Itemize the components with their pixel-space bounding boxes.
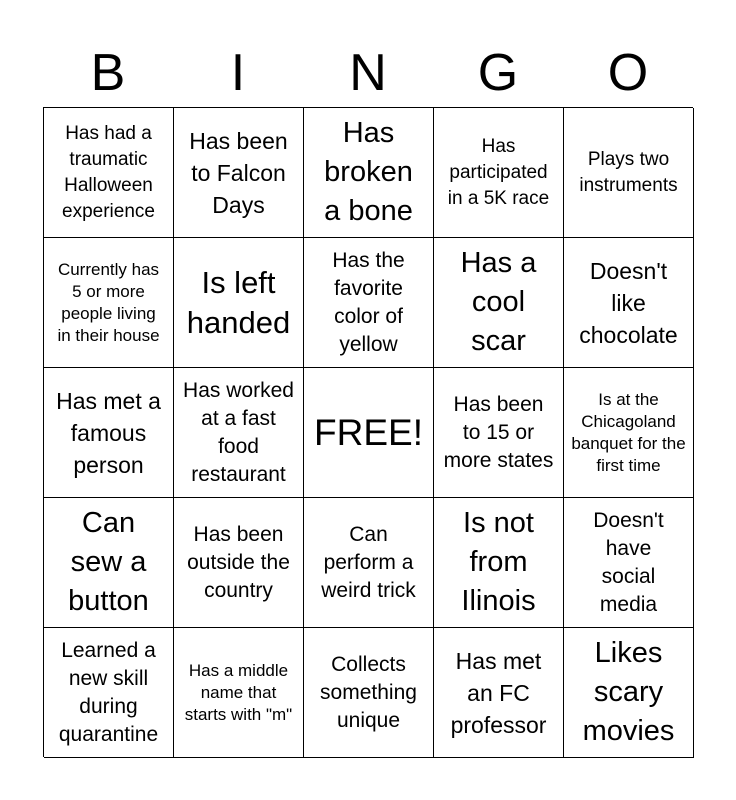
bingo-cell[interactable] bbox=[174, 498, 304, 628]
cell-text: Has a middle name that starts with "m" bbox=[184, 660, 293, 724]
cell-text: Has had a traumatic Halloween experience bbox=[62, 122, 155, 222]
bingo-cell[interactable] bbox=[304, 498, 434, 628]
bingo-cell[interactable] bbox=[44, 368, 174, 498]
bingo-cell[interactable] bbox=[174, 628, 304, 758]
bingo-header bbox=[43, 40, 693, 106]
cell-text: Is left handed bbox=[186, 264, 291, 340]
bingo-cell[interactable] bbox=[564, 238, 694, 368]
bingo-cell[interactable] bbox=[434, 368, 564, 498]
bingo-cell[interactable] bbox=[434, 108, 564, 238]
cell-text: Has been to 15 or more states bbox=[443, 392, 554, 472]
cell-text: Has a cool scar bbox=[460, 247, 537, 357]
bingo-cell[interactable] bbox=[44, 238, 174, 368]
bingo-cell[interactable] bbox=[304, 238, 434, 368]
cell-text: Has the favorite color of yellow bbox=[332, 248, 405, 356]
header-letter-i: I bbox=[230, 44, 246, 102]
bingo-cell[interactable] bbox=[174, 238, 304, 368]
bingo-cell[interactable] bbox=[564, 108, 694, 238]
cell-text: Has worked at a fast food restaurant bbox=[183, 378, 294, 486]
cell-text: Likes scary movies bbox=[582, 637, 675, 747]
cell-text: Has met an FC professor bbox=[450, 647, 547, 738]
bingo-cell[interactable] bbox=[434, 238, 564, 368]
cell-text: Is not from Ilinois bbox=[461, 507, 536, 617]
cell-text: Has participated in a 5K race bbox=[447, 135, 550, 209]
cell-text: Can sew a button bbox=[68, 507, 149, 617]
free-space[interactable] bbox=[304, 368, 434, 498]
header-letter-g: G bbox=[477, 44, 519, 102]
cell-text: Has been to Falcon Days bbox=[189, 127, 288, 218]
cell-text: Plays two instruments bbox=[579, 148, 678, 196]
bingo-cell[interactable] bbox=[44, 628, 174, 758]
cell-text: Can perform a weird trick bbox=[321, 522, 416, 602]
header-letter-n: N bbox=[349, 44, 387, 102]
bingo-cell[interactable] bbox=[44, 498, 174, 628]
cell-text: Doesn't have social media bbox=[593, 508, 664, 616]
free-space-label: FREE! bbox=[314, 411, 423, 453]
cell-text: Has been outside the country bbox=[187, 522, 290, 602]
cell-text: Currently has 5 or more people living in their house bbox=[57, 259, 160, 345]
bingo-cell[interactable] bbox=[564, 368, 694, 498]
bingo-cell[interactable] bbox=[564, 498, 694, 628]
bingo-cell[interactable] bbox=[174, 368, 304, 498]
bingo-cell[interactable] bbox=[304, 628, 434, 758]
bingo-cell[interactable] bbox=[174, 108, 304, 238]
cell-text: Learned a new skill during quarantine bbox=[58, 638, 159, 746]
bingo-cell[interactable] bbox=[44, 108, 174, 238]
cell-text: Is at the Chicagoland banquet for the first time bbox=[571, 389, 686, 475]
bingo-board bbox=[43, 107, 693, 757]
cell-text: Collects something unique bbox=[320, 652, 417, 732]
cell-text: Has broken a bone bbox=[324, 117, 413, 227]
bingo-cell[interactable] bbox=[434, 628, 564, 758]
bingo-cell[interactable] bbox=[564, 628, 694, 758]
bingo-cell[interactable] bbox=[304, 108, 434, 238]
header-letter-o: O bbox=[607, 44, 649, 102]
cell-text: Has met a famous person bbox=[56, 387, 161, 478]
header-letter-b: B bbox=[90, 44, 126, 102]
cell-text: Doesn't like chocolate bbox=[579, 257, 678, 348]
bingo-cell[interactable] bbox=[434, 498, 564, 628]
